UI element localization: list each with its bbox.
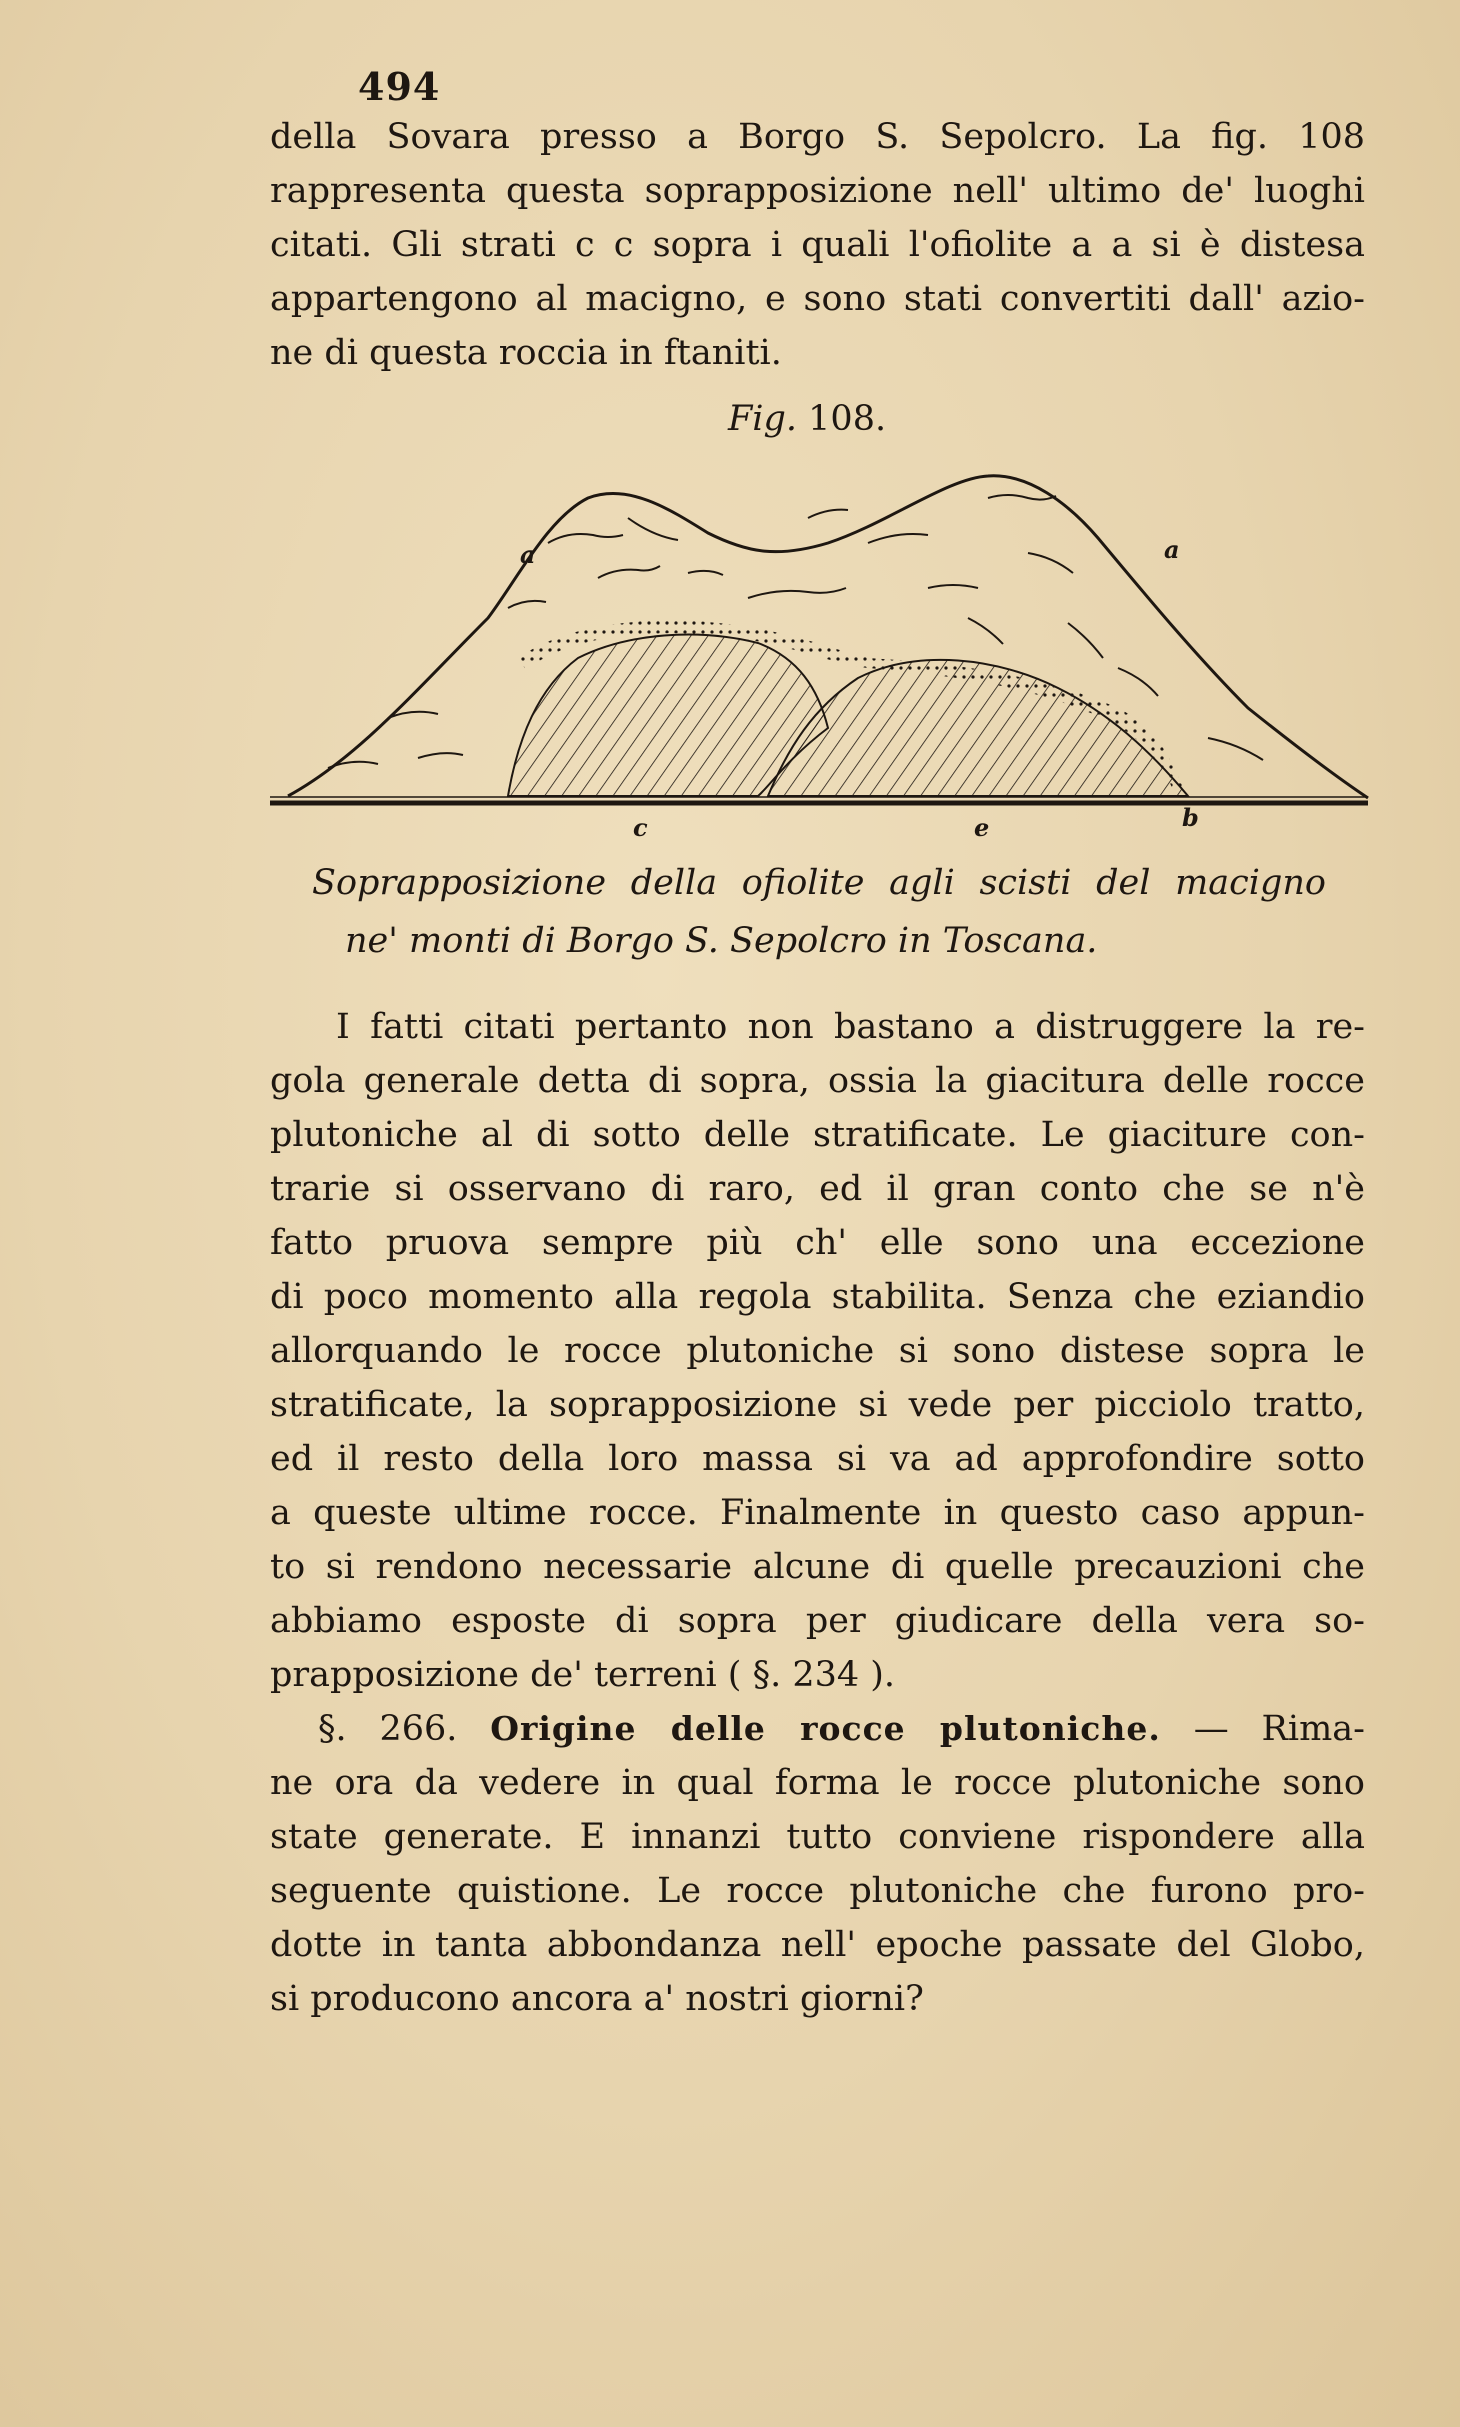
text-line: plutoniche al di sotto delle stratificate. Le giaciture con- — [270, 1115, 1365, 1155]
letter-a-right: a — [1164, 535, 1180, 564]
section-first-line-rest: — Rima- — [1193, 1709, 1365, 1749]
text-line: si producono ancora a' nostri giorni? — [270, 1979, 924, 2019]
geological-section-figure — [268, 458, 1370, 838]
text-line: gola generale detta di sopra, ossia la giacitura delle rocce — [270, 1061, 1365, 1101]
text-line: abbiamo esposte di sopra per giudicare della vera so- — [270, 1601, 1365, 1641]
page-number: 494 — [358, 64, 441, 109]
text-line: ed il resto della loro massa si va ad approfondire sotto — [270, 1439, 1365, 1479]
letter-a-left: a — [520, 540, 536, 569]
letter-c: c — [633, 813, 648, 838]
letter-b: b — [1182, 803, 1199, 832]
section-heading-line — [318, 1702, 1365, 1756]
text-line: I fatti citati pertanto non bastano a distruggere la re- — [336, 1007, 1365, 1047]
text-line: to si rendono necessarie alcune di quelle precauzioni che — [270, 1547, 1365, 1587]
text-line: a queste ultime rocce. Finalmente in questo caso appun- — [270, 1493, 1365, 1533]
text-line: dotte in tanta abbondanza nell' epoche passate del Globo, — [270, 1925, 1365, 1965]
text-line: allorquando le rocce plutoniche si sono distese sopra le — [270, 1331, 1365, 1371]
text-line: state generate. E innanzi tutto conviene rispondere alla — [270, 1817, 1365, 1857]
section-title: Origine delle rocce plutoniche. — [490, 1709, 1161, 1748]
text-line: prapposizione de' terreni ( §. 234 ). — [270, 1655, 896, 1695]
text-line: di poco momento alla regola stabilita. Senza che eziandio — [270, 1277, 1365, 1317]
text-line: seguente quistione. Le rocce plutoniche che furono pro- — [270, 1871, 1365, 1911]
text-line: trarie si osservano di raro, ed il gran conto che se n'è — [270, 1169, 1365, 1209]
letter-e: e — [974, 813, 990, 838]
text-line: della Sovara presso a Borgo S. Sepolcro. La fig. 108 — [270, 117, 1365, 157]
figure-caption-line: ne' monti di Borgo S. Sepolcro in Toscana. — [345, 921, 1098, 961]
text-line: ne di questa roccia in ftaniti. — [270, 333, 782, 373]
text-line: ne ora da vedere in qual forma le rocce plutoniche sono — [270, 1763, 1365, 1803]
text-line: rappresenta questa soprapposizione nell' ultimo de' luoghi — [270, 171, 1365, 211]
figure-label-number: 108. — [808, 399, 887, 439]
text-line: appartengono al macigno, e sono stati convertiti dall' azio- — [270, 279, 1365, 319]
figure-label — [728, 392, 886, 446]
text-line: fatto pruova sempre più ch' elle sono una eccezione — [270, 1223, 1365, 1263]
figure-label-prefix: Fig. — [728, 399, 798, 439]
figure-caption-line: Soprapposizione della ofiolite agli scisti del macigno — [312, 863, 1326, 903]
section-number: §. 266. — [318, 1709, 458, 1749]
text-line: citati. Gli strati c c sopra i quali l'ofiolite a a si è distesa — [270, 225, 1365, 265]
text-line: stratificate, la soprapposizione si vede per picciolo tratto, — [270, 1385, 1365, 1425]
